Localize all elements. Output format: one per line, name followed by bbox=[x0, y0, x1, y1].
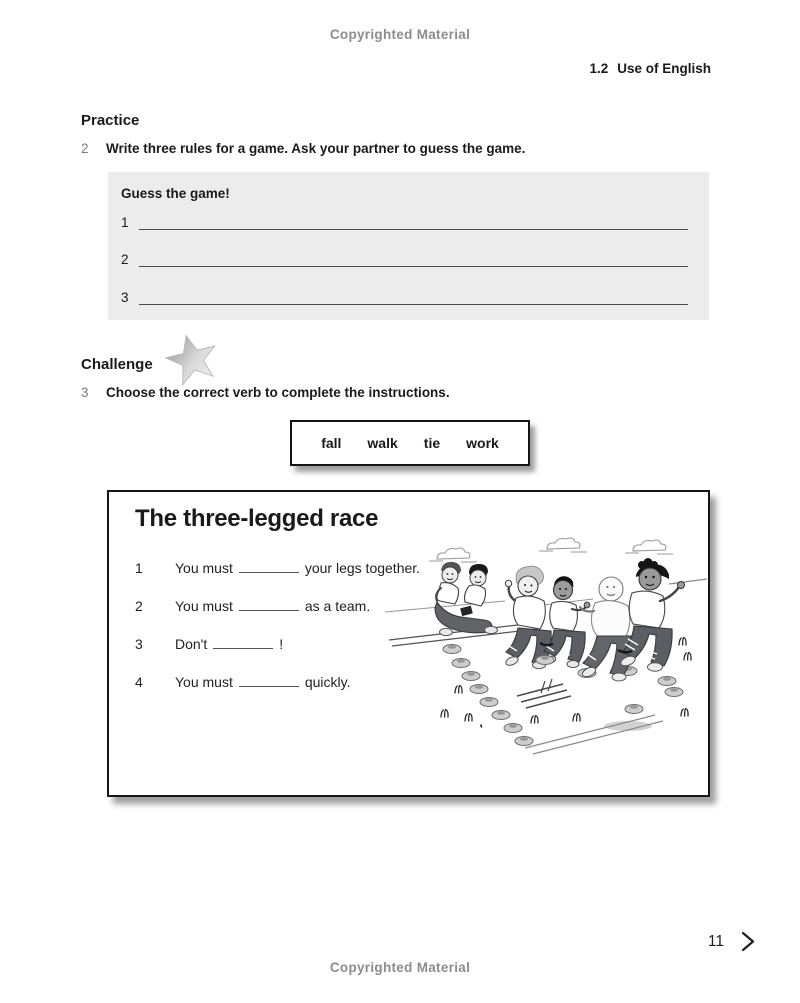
race-illustration bbox=[385, 530, 707, 778]
exercise-2-number: 2 bbox=[81, 141, 89, 156]
race-sentence-2-after: as a team. bbox=[304, 598, 371, 614]
page-number: 11 bbox=[707, 932, 724, 950]
answer-blank-1 bbox=[239, 560, 299, 573]
copyright-notice-top: Copyrighted Material bbox=[329, 27, 471, 42]
footer-navigation bbox=[708, 931, 756, 952]
chevron-right-icon[interactable] bbox=[740, 931, 756, 952]
write-line-3-rule bbox=[139, 287, 688, 305]
race-sentence-2-before: You must bbox=[175, 598, 233, 614]
write-line-3 bbox=[121, 287, 688, 305]
write-line-2-number: 2 bbox=[121, 252, 129, 267]
three-legged-race-card bbox=[107, 490, 710, 797]
race-sentence-1-number: 1 bbox=[135, 560, 143, 576]
section-number: 1.2 bbox=[589, 61, 609, 76]
section-header bbox=[589, 61, 711, 76]
race-sentence-4-after: quickly. bbox=[304, 674, 351, 690]
section-title: Use of English bbox=[617, 61, 711, 76]
write-line-1 bbox=[121, 212, 688, 230]
write-line-2 bbox=[121, 249, 688, 267]
exercise-2-instruction: Write three rules for a game. Ask your partner to guess the game. bbox=[106, 141, 526, 156]
copyright-notice-bottom: Copyrighted Material bbox=[329, 960, 471, 975]
answer-blank-2 bbox=[239, 598, 299, 611]
race-sentence-3-after: ! bbox=[279, 636, 284, 652]
exercise-3-number: 3 bbox=[81, 385, 89, 400]
answer-blank-3 bbox=[213, 636, 273, 649]
exercise-2 bbox=[81, 141, 525, 156]
write-line-1-rule bbox=[139, 212, 688, 230]
word-option-walk: walk bbox=[367, 435, 398, 451]
word-option-tie: tie bbox=[423, 435, 441, 451]
race-card-title: The three-legged race bbox=[135, 505, 379, 532]
verb-choice-box bbox=[290, 420, 530, 466]
write-line-3-number: 3 bbox=[121, 290, 129, 305]
race-sentence-2-number: 2 bbox=[135, 598, 143, 614]
practice-heading: Practice bbox=[81, 112, 140, 129]
word-option-fall: fall bbox=[321, 435, 342, 451]
star-icon bbox=[164, 332, 220, 386]
write-line-1-number: 1 bbox=[121, 215, 129, 230]
challenge-heading: Challenge bbox=[81, 356, 153, 373]
exercise-3 bbox=[81, 385, 450, 400]
exercise-3-instruction: Choose the correct verb to complete the instructions. bbox=[106, 385, 450, 400]
write-line-2-rule bbox=[139, 249, 688, 267]
race-sentence-4-before: You must bbox=[175, 674, 233, 690]
race-sentence-3-number: 3 bbox=[135, 636, 143, 652]
race-sentence-3-before: Don't bbox=[175, 636, 208, 652]
race-sentence-4-number: 4 bbox=[135, 674, 143, 690]
race-sentence-1-after: your legs together. bbox=[304, 560, 421, 576]
guess-box-title: Guess the game! bbox=[121, 186, 230, 201]
word-option-work: work bbox=[466, 435, 499, 451]
race-sentence-1-before: You must bbox=[175, 560, 233, 576]
answer-blank-4 bbox=[239, 674, 299, 687]
guess-the-game-box bbox=[108, 172, 709, 320]
